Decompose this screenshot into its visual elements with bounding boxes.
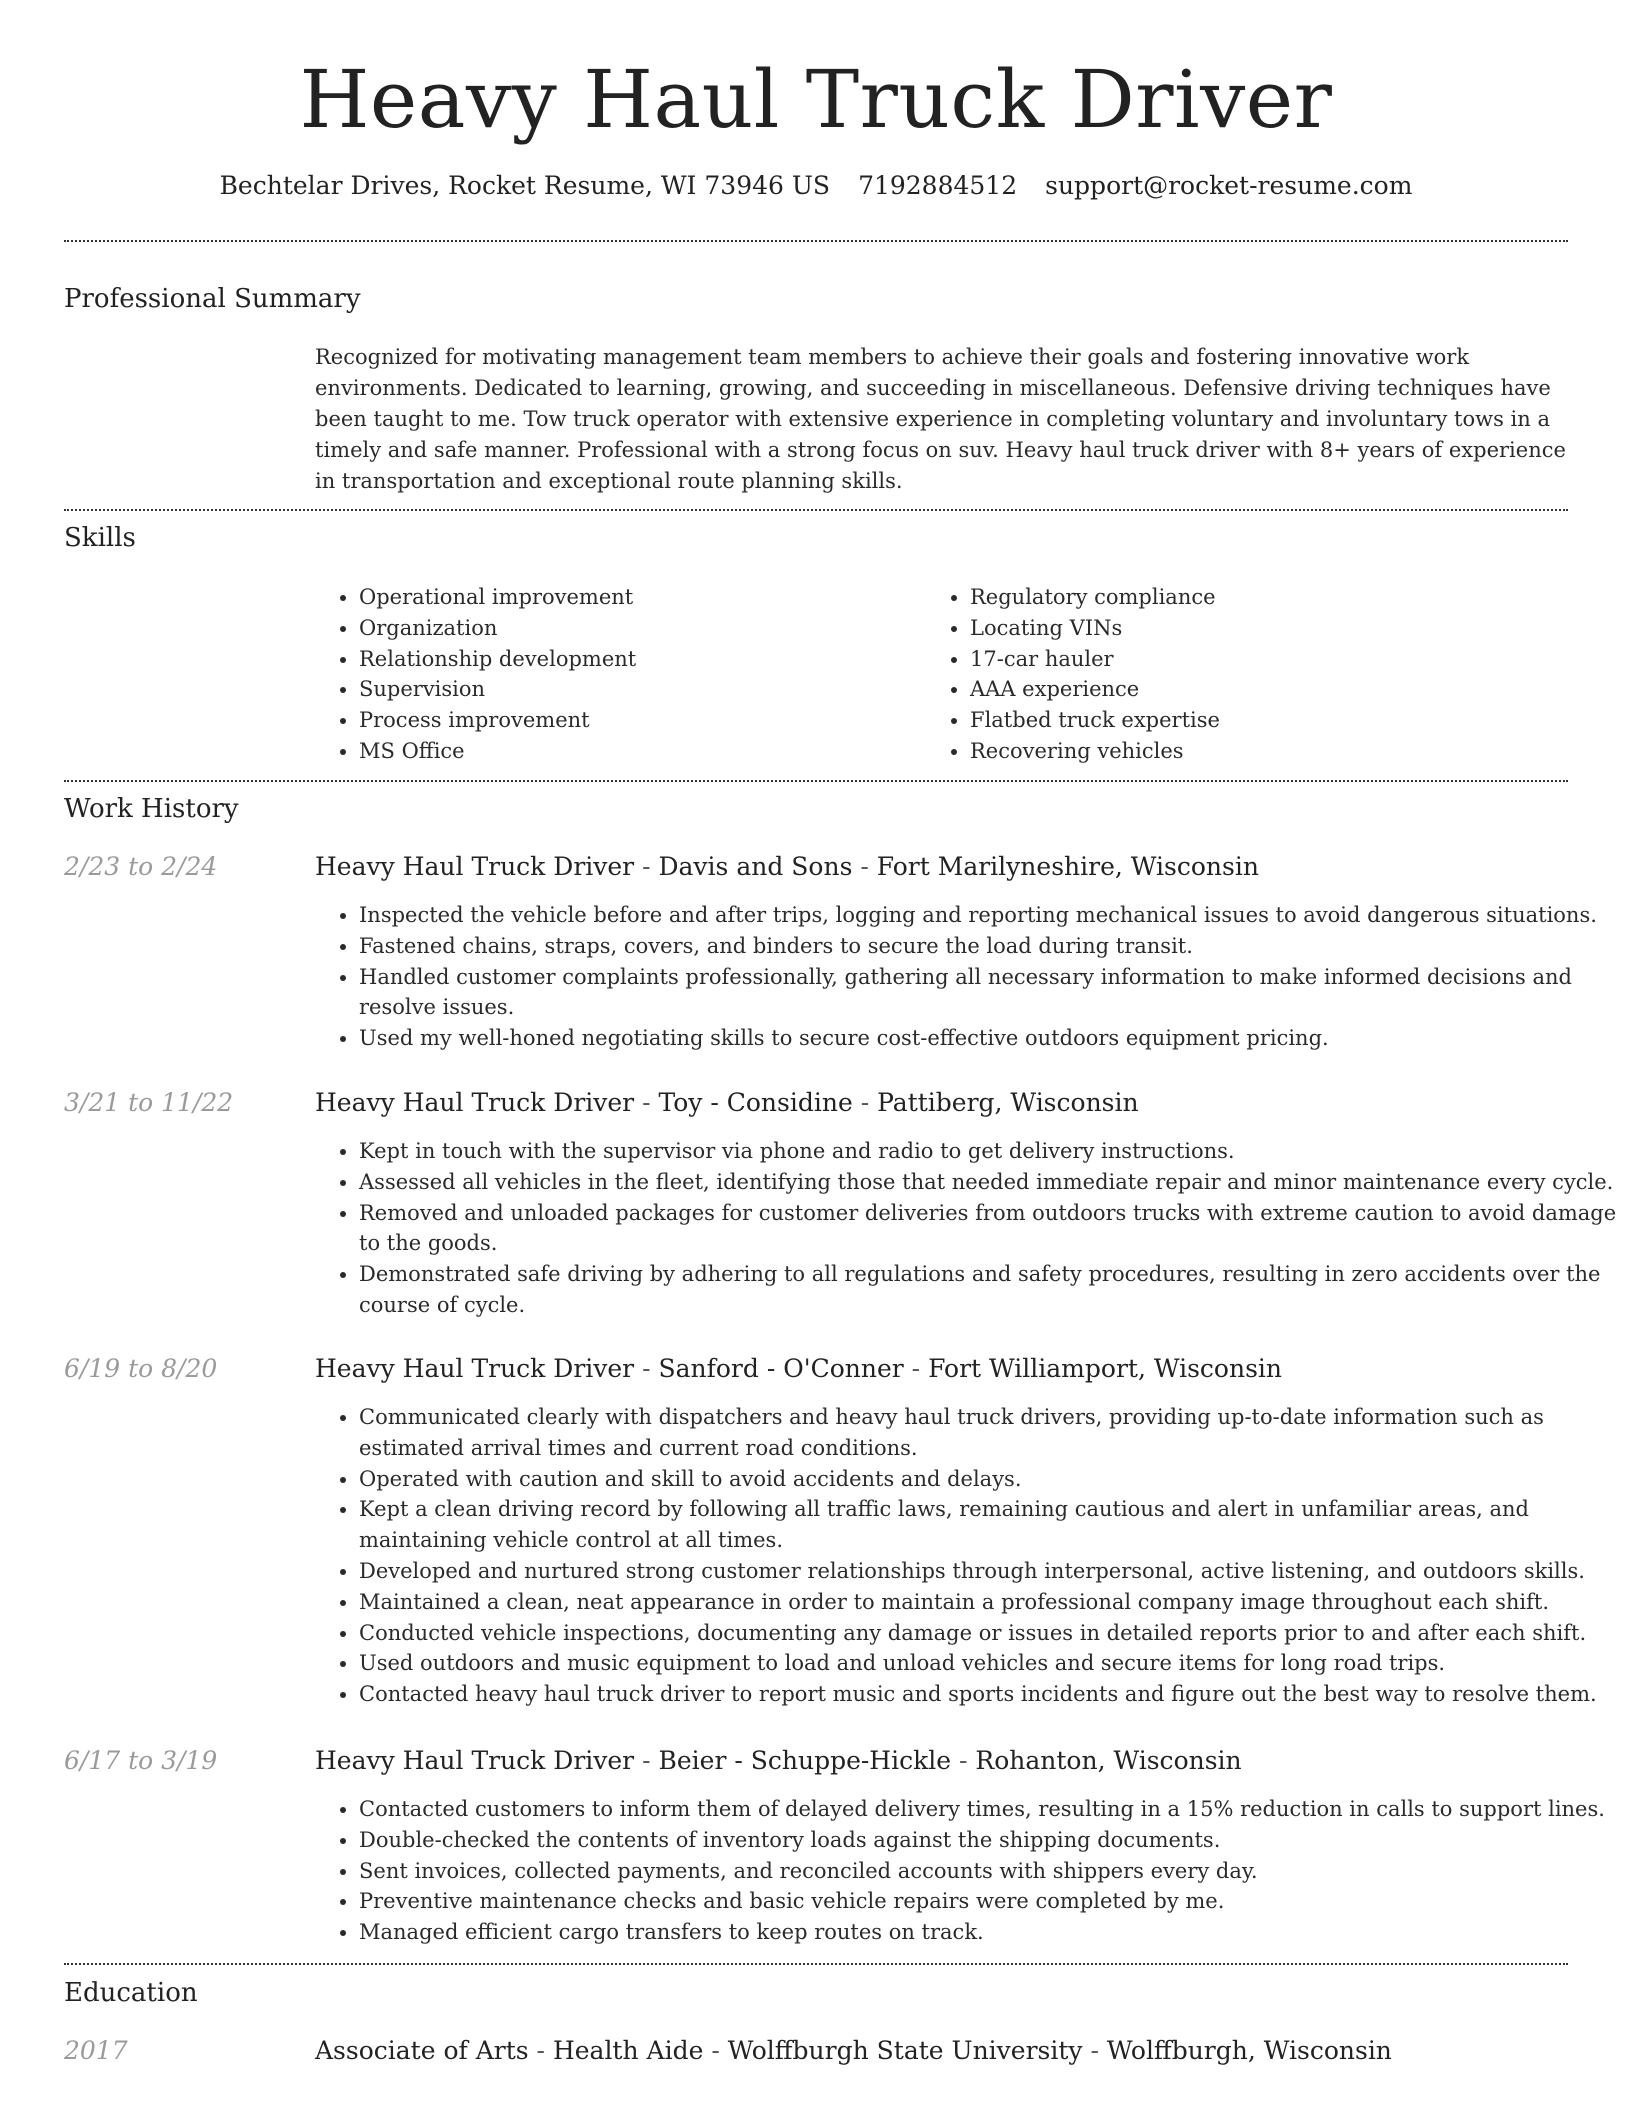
skill-item: • MS Office (359, 736, 636, 767)
job-employer: Toy - Considine (658, 1088, 853, 1117)
job-title: Heavy Haul Truck Driver (315, 852, 635, 881)
job-title: Heavy Haul Truck Driver (315, 1088, 635, 1117)
education-year: 2017 (64, 2036, 128, 2065)
separator: - (634, 1746, 659, 1775)
separator: - (951, 1746, 976, 1775)
contact-email: support@rocket-resume.com (1045, 171, 1413, 200)
job-bullets (315, 1402, 1619, 1710)
separator: - (528, 2036, 553, 2065)
job-dates: 3/21 to 11/22 (64, 1088, 234, 1117)
skill-item: • Locating VINs (970, 613, 1220, 644)
skill-item: • Relationship development (359, 644, 636, 675)
job-bullet: • Developed and nurtured strong customer relationships through interpersonal, active listening, and outdoors skills. (359, 1556, 1619, 1587)
job-location: Pattiberg, Wisconsin (877, 1088, 1139, 1117)
education-entry (315, 2034, 1565, 2068)
summary-heading: Professional Summary (64, 284, 361, 314)
job-bullet: • Removed and unloaded packages for customer deliveries from outdoors trucks with extreme caution to avoid damage to the goods. (359, 1198, 1619, 1260)
contact-phone: 7192884512 (858, 171, 1018, 200)
job-bullet: • Maintained a clean, neat appearance in order to maintain a professional company image throughout each shift. (359, 1587, 1619, 1618)
separator: - (634, 852, 659, 881)
job-bullet: • Contacted customers to inform them of delayed delivery times, resulting in a 15% reduction in calls to support lines. (359, 1794, 1619, 1825)
section-divider (64, 240, 1568, 242)
job-bullets (315, 1794, 1619, 1948)
job-bullet: • Assessed all vehicles in the fleet, identifying those that needed immediate repair and minor maintenance every cycle. (359, 1167, 1619, 1198)
skill-item: • AAA experience (970, 674, 1220, 705)
job-bullet: • Operated with caution and skill to avoid accidents and delays. (359, 1464, 1619, 1495)
job-title: Heavy Haul Truck Driver (315, 1746, 635, 1775)
candidate-name: Heavy Haul Truck Driver (299, 53, 1333, 146)
section-divider (64, 509, 1568, 511)
job-bullets (315, 900, 1619, 1054)
job-bullet: • Fastened chains, straps, covers, and binders to secure the load during transit. (359, 931, 1619, 962)
job-header (315, 1352, 1565, 1386)
job-bullet: • Communicated clearly with dispatchers and heavy haul truck drivers, providing up-to-date information such as estimated arrival times and current road conditions. (359, 1402, 1619, 1464)
job-dates: 6/19 to 8/20 (64, 1354, 218, 1383)
separator: - (1082, 2036, 1107, 2065)
job-bullet: • Kept a clean driving record by following all traffic laws, remaining cautious and alert in unfamiliar areas, and maintaining vehicle control at all times. (359, 1494, 1619, 1556)
skill-item: • Flatbed truck expertise (970, 705, 1220, 736)
job-dates: 2/23 to 2/24 (64, 852, 218, 881)
job-dates: 6/17 to 3/19 (64, 1746, 218, 1775)
separator: - (634, 1088, 659, 1117)
skills-list-right (926, 582, 1220, 767)
job-header (315, 850, 1565, 884)
summary-text: Recognized for motivating management team members to achieve their goals and fostering innovative work environments. Dedicated to learning, growing, and succeeding in miscellaneous. Defensive driving techniques have been taught to me. Tow truck operator with extensive experience in completing voluntary and involuntary tows in a timely and safe manner. Professional with a strong focus on suv. Heavy haul truck driver with 8+ years of experience in transportation and exceptional route planning skills. (315, 345, 1566, 493)
job-bullet: • Contacted heavy haul truck driver to report music and sports incidents and figure out the best way to resolve them. (359, 1679, 1619, 1710)
contact-line (0, 168, 1632, 204)
skills-list-left (315, 582, 636, 767)
job-bullet: • Preventive maintenance checks and basic vehicle repairs were completed by me. (359, 1886, 1619, 1917)
separator: - (852, 852, 877, 881)
education-field: Health Aide (552, 2036, 704, 2065)
job-bullet: • Conducted vehicle inspections, documenting any damage or issues in detailed reports prior to and after each shift. (359, 1618, 1619, 1649)
job-bullet: • Kept in touch with the supervisor via phone and radio to get delivery instructions. (359, 1136, 1619, 1167)
job-location: Fort Williamport, Wisconsin (928, 1354, 1282, 1383)
separator: - (903, 1354, 929, 1383)
job-employer: Davis and Sons (658, 852, 853, 881)
education-heading: Education (64, 1978, 198, 2008)
separator: - (703, 2036, 728, 2065)
job-header (315, 1086, 1565, 1120)
skill-item: • Operational improvement (359, 582, 636, 613)
job-bullet: • Sent invoices, collected payments, and reconciled accounts with shippers every day. (359, 1856, 1619, 1887)
job-bullet: • Double-checked the contents of inventory loads against the shipping documents. (359, 1825, 1619, 1856)
job-bullets (315, 1136, 1619, 1321)
job-bullet: • Managed efficient cargo transfers to keep routes on track. (359, 1917, 1619, 1948)
skill-item: • Regulatory compliance (970, 582, 1220, 613)
work-history-heading: Work History (64, 794, 239, 824)
job-header (315, 1744, 1565, 1778)
job-location: Fort Marilyneshire, Wisconsin (876, 852, 1259, 881)
skills-heading: Skills (64, 523, 136, 553)
job-bullet: • Inspected the vehicle before and after trips, logging and reporting mechanical issues to avoid dangerous situations. (359, 900, 1619, 931)
job-bullet: • Demonstrated safe driving by adhering to all regulations and safety procedures, resulting in zero accidents over the course of cycle. (359, 1259, 1619, 1321)
contact-address: Bechtelar Drives, Rocket Resume, WI 73946 US (219, 171, 831, 200)
job-employer: Beier - Schuppe-Hickle (658, 1746, 952, 1775)
section-divider (64, 780, 1568, 782)
skill-item: • Recovering vehicles (970, 736, 1220, 767)
job-bullet: • Used outdoors and music equipment to load and unload vehicles and secure items for long road trips. (359, 1648, 1619, 1679)
job-bullet: • Used my well-honed negotiating skills to secure cost-effective outdoors equipment pricing. (359, 1023, 1619, 1054)
separator: - (634, 1354, 659, 1383)
education-degree: Associate of Arts (315, 2036, 529, 2065)
job-employer: Sanford - O'Conner (658, 1354, 904, 1383)
skill-item: • Process improvement (359, 705, 636, 736)
job-location: Rohanton, Wisconsin (975, 1746, 1242, 1775)
section-divider (64, 1963, 1568, 1965)
education-school: Wolffburgh State University (727, 2036, 1083, 2065)
separator: - (852, 1088, 878, 1117)
education-location: Wolffburgh, Wisconsin (1106, 2036, 1392, 2065)
skill-item: • Organization (359, 613, 636, 644)
skill-item: • Supervision (359, 674, 636, 705)
skill-item: • 17-car hauler (970, 644, 1220, 675)
job-bullet: • Handled customer complaints professionally, gathering all necessary information to make informed decisions and resolve issues. (359, 962, 1619, 1024)
job-title: Heavy Haul Truck Driver (315, 1354, 635, 1383)
